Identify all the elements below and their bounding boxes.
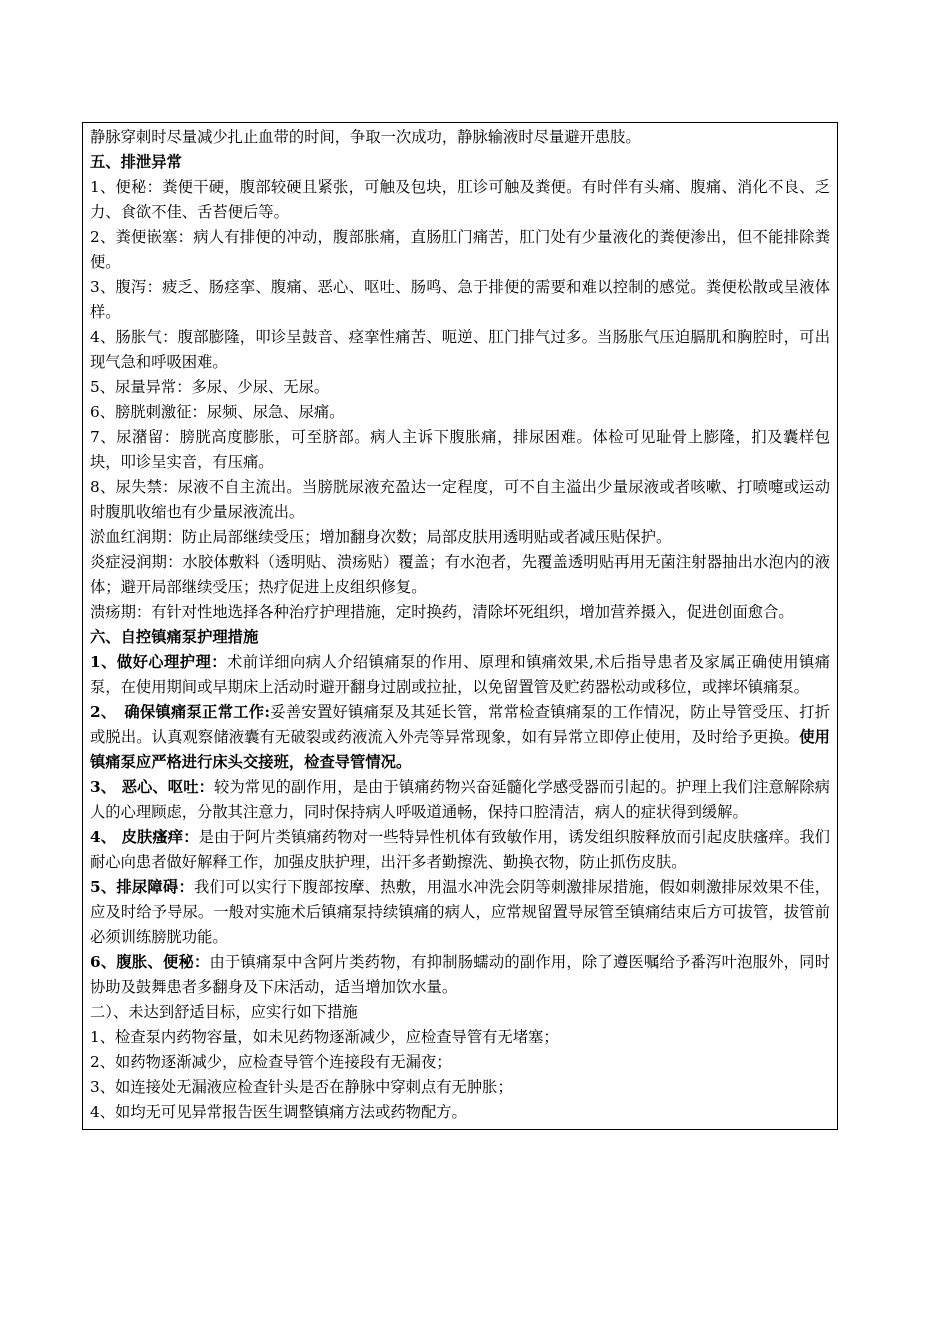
pressure-ulcer-stage-ulceration: 溃疡期：有针对性地选择各种治疗护理措施，定时换药，清除坏死组织，增加营养摄入，促进创面愈合。 bbox=[90, 603, 794, 621]
excretion-item-flatulence: 4、肠胀气：腹部膨隆，叩诊呈鼓音、痉挛性痛苦、呃逆、肛门排气过多。当肠胀气压迫膈肌和胸腔时，可出现气急和呼吸困难。 bbox=[90, 328, 830, 371]
pca-item-bloating-constipation: 6、腹胀、便秘：由于镇痛泵中含阿片类药物，有抑制肠蠕动的副作用，除了遵医嘱给予番泻叶泡服外，同时协助及鼓舞患者多翻身及下床活动，适当增加饮水量。 bbox=[90, 953, 830, 996]
pressure-ulcer-stage-congestion: 淤血红润期：防止局部继续受压；增加翻身次数；局部皮肤用透明贴或者减压贴保护。 bbox=[90, 528, 672, 546]
section-heading-unmet-comfort: 二）、未达到舒适目标，应实行如下措施 bbox=[90, 1003, 358, 1021]
pca-item-pruritus: 4、 皮肤瘙痒：是由于阿片类镇痛药物对一些特异性机体有致敏作用，诱发组织胺释放而引起皮肤瘙痒。我们耐心向患者做好解释工作，加强皮肤护理，出汗多者勤擦洗、勤换衣物，防止抓伤皮肤。 bbox=[90, 828, 830, 871]
unmet-step-2: 2、如药物逐渐减少，应检查导管个连接段有无漏夜； bbox=[90, 1053, 452, 1071]
section-heading-excretion: 五、排泄异常 bbox=[90, 153, 182, 171]
unmet-step-3: 3、如连接处无漏液应检查针头是否在静脉中穿刺点有无肿胀； bbox=[90, 1078, 513, 1096]
intro-paragraph: 静脉穿刺时尽量减少扎止血带的时间，争取一次成功，静脉输液时尽量避开患肢。 bbox=[90, 128, 641, 146]
pca-item-pump-operation: 2、 确保镇痛泵正常工作:妥善安置好镇痛泵及其延长管，常常检查镇痛泵的工作情况，防止导管受压、打折或脱出。认真观察储液囊有无破裂或药液流入外壳等异常现象，如有异常立即停止使用，及时给予更换。使用镇痛泵应严格进行床头交接班，检查导管情况。 bbox=[90, 703, 830, 771]
excretion-item-incontinence: 8、尿失禁：尿液不自主流出。当膀胱尿液充盈达一定程度，可不自主溢出少量尿液或者咳嗽、打喷嚏或运动时腹肌收缩也有少量尿液流出。 bbox=[90, 478, 830, 521]
excretion-item-diarrhea: 3、腹泻：疲乏、肠痉挛、腹痛、恶心、呕吐、肠鸣、急于排便的需要和难以控制的感觉。粪便松散或呈液体样。 bbox=[90, 278, 830, 321]
excretion-item-urine-volume: 5、尿量异常：多尿、少尿、无尿。 bbox=[90, 378, 330, 396]
pca-item-nausea: 3、 恶心、呕吐：较为常见的副作用，是由于镇痛药物兴奋延髓化学感受器而引起的。护理上我们注意解除病人的心理顾虑，分散其注意力，同时保持病人呼吸道通畅，保持口腔清洁，病人的症状得到缓解。 bbox=[90, 778, 830, 821]
unmet-step-1: 1、检查泵内药物容量，如未见药物逐渐减少，应检查导管有无堵塞； bbox=[90, 1028, 559, 1046]
section-heading-pca-pump: 六、自控镇痛泵护理措施 bbox=[90, 628, 259, 646]
excretion-item-fecal-impaction: 2、粪便嵌塞：病人有排便的冲动，腹部胀痛，直肠肛门痛苦，肛门处有少量液化的粪便渗出，但不能排除粪便。 bbox=[90, 228, 830, 271]
excretion-item-urinary-retention: 7、尿潴留：膀胱高度膨胀，可至脐部。病人主诉下腹胀痛，排尿困难。体检可见耻骨上膨隆，扪及囊样包块，叩诊呈实音，有压痛。 bbox=[90, 428, 830, 471]
pressure-ulcer-stage-inflammation: 炎症浸润期：水胶体敷料（透明贴、溃疡贴）覆盖；有水泡者，先覆盖透明贴再用无菌注射器抽出水泡内的液体；避开局部继续受压；热疗促进上皮组织修复。 bbox=[90, 553, 830, 596]
document-table-cell bbox=[82, 122, 838, 1130]
unmet-step-4: 4、如均无可见异常报告医生调整镇痛方法或药物配方。 bbox=[90, 1103, 467, 1121]
pca-item-urination-disorder: 5、排尿障碍：我们可以实行下腹部按摩、热敷，用温水冲洗会阴等刺激排尿措施，假如刺激排尿效果不佳，应及时给予导尿。一般对实施术后镇痛泵持续镇痛的病人，应常规留置导尿管至镇痛结束后方可拔管，拔管前必须训练膀胱功能。 bbox=[90, 878, 830, 946]
pca-item-psychological-care: 1、做好心理护理：术前详细向病人介绍镇痛泵的作用、原理和镇痛效果,术后指导患者及家属正确使用镇痛泵，在使用期间或早期床上活动时避开翻身过剧或拉扯，以免留置管及贮药器松动或移位，或摔坏镇痛泵。 bbox=[90, 653, 830, 696]
excretion-item-constipation: 1、便秘：粪便干硬，腹部较硬且紧张，可触及包块，肛诊可触及粪便。有时伴有头痛、腹痛、消化不良、乏力、食欲不佳、舌苔便后等。 bbox=[90, 178, 830, 221]
excretion-item-bladder-irritation: 6、膀胱刺激征：尿频、尿急、尿痛。 bbox=[90, 403, 345, 421]
